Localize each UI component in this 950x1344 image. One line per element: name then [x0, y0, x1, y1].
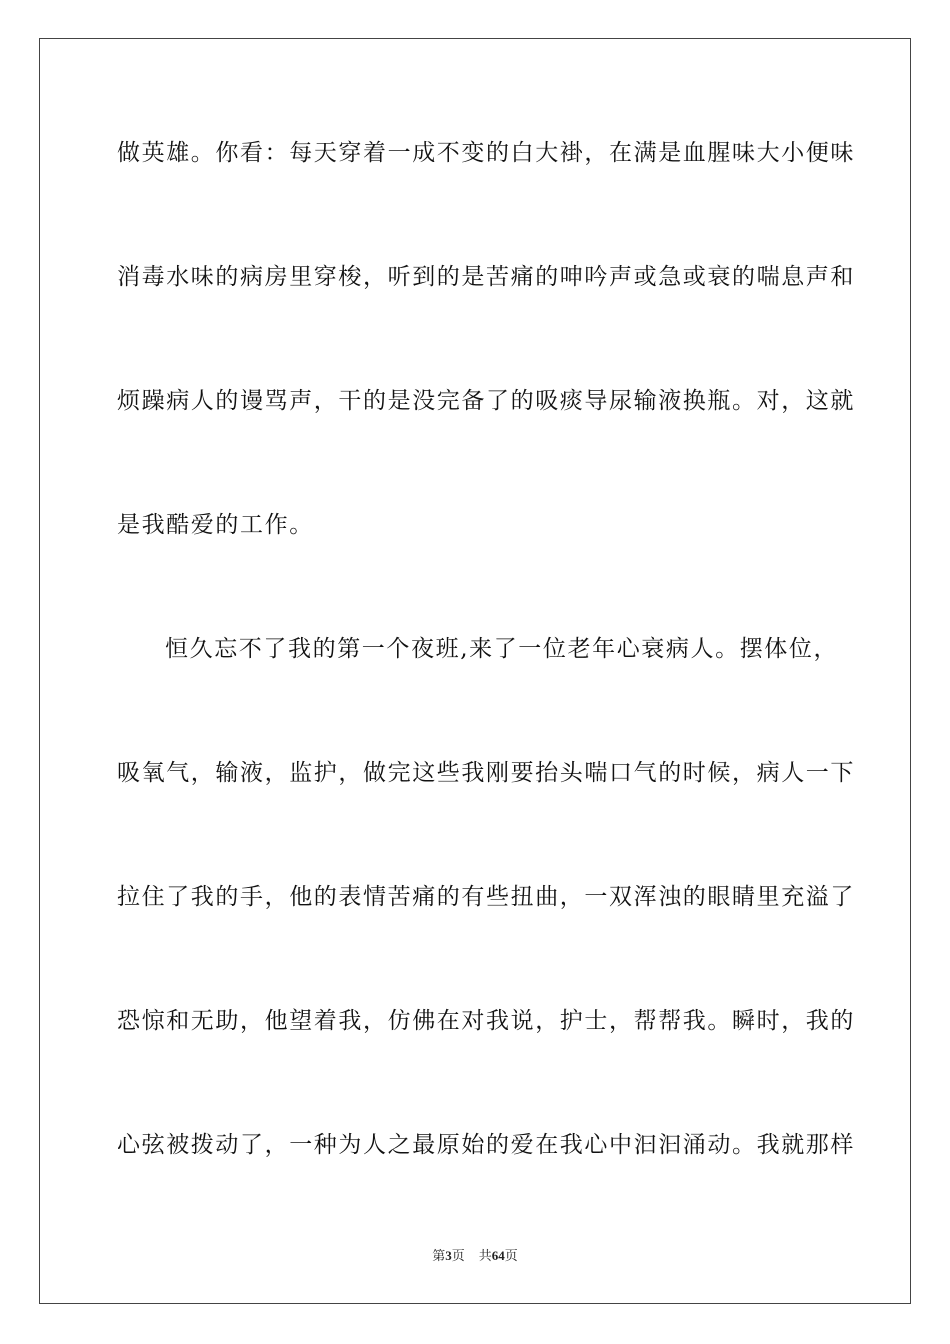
page-border — [39, 38, 911, 1304]
body-line-3: 烦躁病人的谩骂声，干的是没完备了的吸痰导尿输液换瓶。对，这就 — [117, 388, 855, 414]
body-line-1: 做英雄。你看：每天穿着一成不变的白大褂，在满是血腥味大小便味 — [117, 140, 855, 166]
page-footer — [0, 1247, 950, 1265]
total-prefix: 共 — [478, 1248, 492, 1263]
page-suffix: 页 — [451, 1248, 465, 1263]
body-line-8: 恐惊和无助，他望着我，仿佛在对我说，护士，帮帮我。瞬时，我的 — [117, 1008, 855, 1034]
body-line-9: 心弦被拨动了，一种为人之最原始的爱在我心中汩汩涌动。我就那样 — [117, 1132, 855, 1158]
page-number: 3 — [445, 1248, 452, 1263]
body-line-6: 吸氧气，输液，监护，做完这些我刚要抬头喘口气的时候，病人一下 — [117, 760, 855, 786]
body-line-2: 消毒水味的病房里穿梭，听到的是苦痛的呻吟声或急或衰的喘息声和 — [117, 264, 855, 290]
body-line-4: 是我酷爱的工作。 — [117, 512, 314, 538]
page-prefix: 第 — [432, 1248, 446, 1263]
total-suffix: 页 — [504, 1248, 518, 1263]
total-pages: 64 — [491, 1248, 505, 1263]
paragraph-2-line-1: 恒久忘不了我的第一个夜班,来了一位老年心衰病人。摆体位， — [165, 636, 839, 662]
body-line-7: 拉住了我的手，他的表情苦痛的有些扭曲，一双浑浊的眼睛里充溢了 — [117, 884, 855, 910]
